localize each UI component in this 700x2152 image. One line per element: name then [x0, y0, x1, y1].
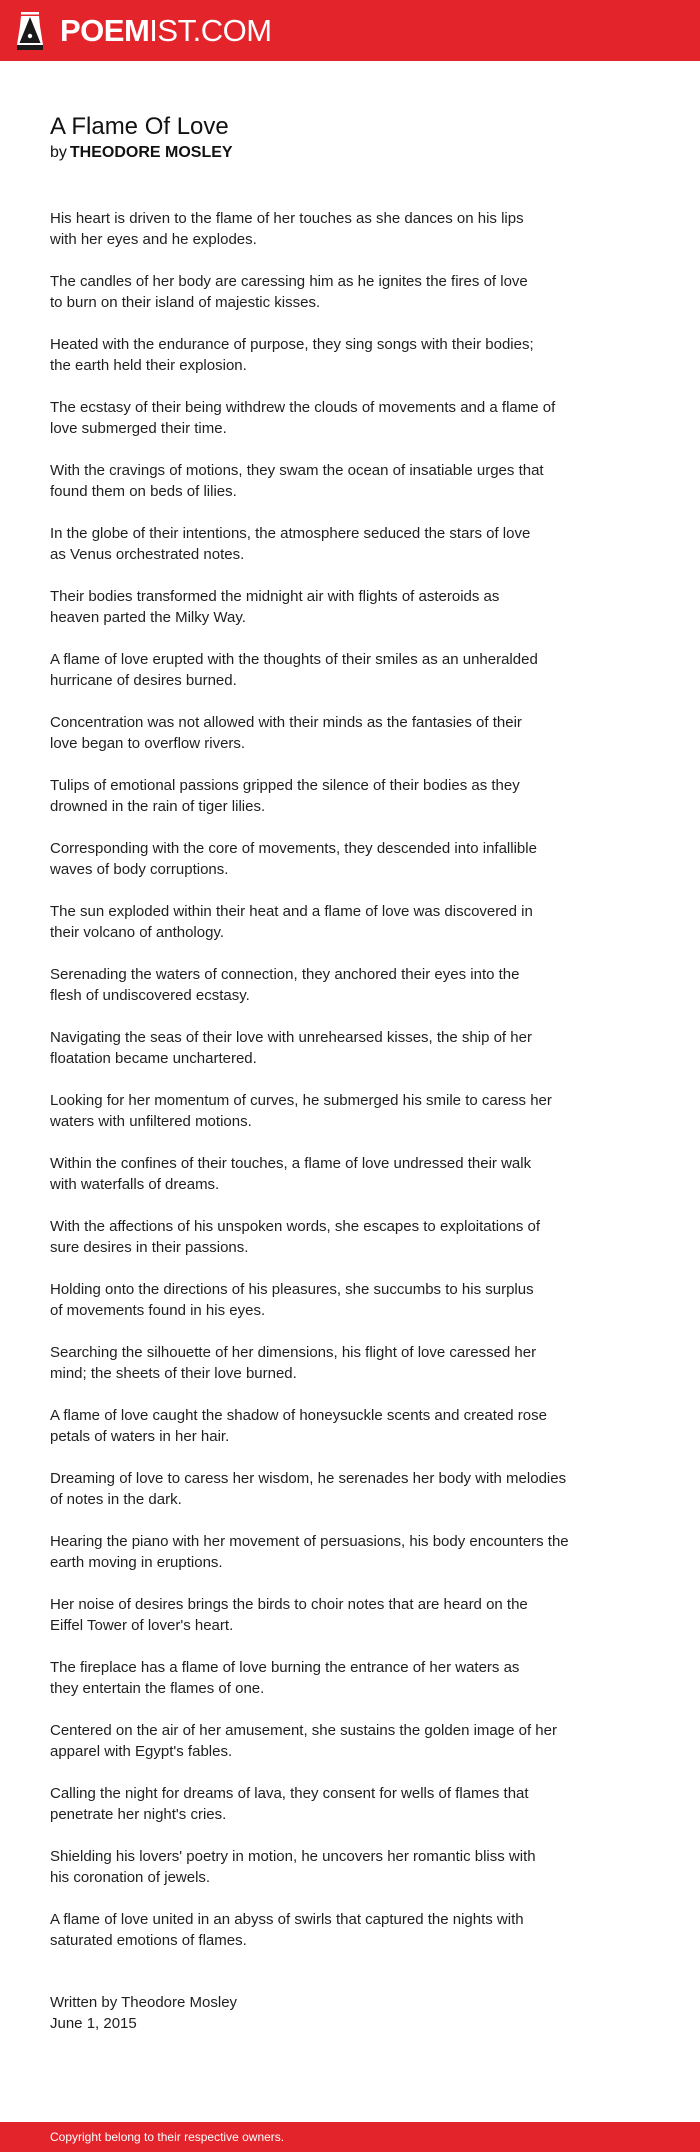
- site-logo[interactable]: [17, 12, 272, 50]
- poem-line: Her noise of desires brings the birds to choir notes that are heard on the: [50, 1596, 528, 1613]
- poem-line: Shielding his lovers' poetry in motion, he uncovers her romantic bliss with: [50, 1848, 536, 1865]
- poem-line: petals of waters in her hair.: [50, 1428, 230, 1445]
- site-footer: [0, 2122, 700, 2152]
- poem-stanza: [50, 1909, 650, 1951]
- poem-stanza: [50, 964, 650, 1006]
- poem-line: In the globe of their intentions, the atmosphere seduced the stars of love: [50, 525, 531, 542]
- poem-stanza: [50, 397, 650, 439]
- poem-line: they entertain the flames of one.: [50, 1680, 265, 1697]
- poem-line: to burn on their island of majestic kisses.: [50, 294, 321, 311]
- poem-line: Dreaming of love to caress her wisdom, he serenades her body with melodies: [50, 1470, 567, 1487]
- poem-stanza: [50, 334, 650, 376]
- poem-line: Corresponding with the core of movements, they descended into infallible: [50, 840, 537, 857]
- poem-content: [50, 112, 650, 2034]
- poem-line: of movements found in his eyes.: [50, 1302, 266, 1319]
- poem-line: waters with unfiltered motions.: [50, 1113, 252, 1130]
- poem-line: heaven parted the Milky Way.: [50, 609, 246, 626]
- poem-line: apparel with Egypt's fables.: [50, 1743, 233, 1760]
- poem-line: flesh of undiscovered ecstasy.: [50, 987, 250, 1004]
- poem-stanza: [50, 838, 650, 880]
- poem-stanza: [50, 775, 650, 817]
- poem-line: The sun exploded within their heat and a flame of love was discovered in: [50, 903, 533, 920]
- poem-stanza: [50, 1027, 650, 1069]
- poem-stanza: [50, 1531, 650, 1573]
- poem-line: Hearing the piano with her movement of persuasions, his body encounters the: [50, 1533, 569, 1550]
- poem-title: A Flame Of Love: [50, 113, 229, 140]
- poem-line: his coronation of jewels.: [50, 1869, 211, 1886]
- poem-line: penetrate her night's cries.: [50, 1806, 227, 1823]
- publish-date: June 1, 2015: [50, 2015, 137, 2032]
- poem-line: Looking for her momentum of curves, he submerged his smile to caress her: [50, 1092, 552, 1109]
- poem-stanza: [50, 208, 650, 250]
- poem-stanza: [50, 1216, 650, 1258]
- poem-line: as Venus orchestrated notes.: [50, 546, 245, 563]
- logo-wordmark-bold: POEM: [60, 13, 150, 48]
- poem-line: Calling the night for dreams of lava, they consent for wells of flames that: [50, 1785, 529, 1802]
- poem-stanza: [50, 1783, 650, 1825]
- poem-line: Concentration was not allowed with their minds as the fantasies of their: [50, 714, 522, 731]
- poem-line: The candles of her body are caressing him as he ignites the fires of love: [50, 273, 528, 290]
- poem-stanza: [50, 1279, 650, 1321]
- poem-line: with waterfalls of dreams.: [50, 1176, 220, 1193]
- poem-line: with her eyes and he explodes.: [50, 231, 257, 248]
- poem-stanza: [50, 1594, 650, 1636]
- byline-prefix: by: [50, 144, 67, 161]
- poem-line: Navigating the seas of their love with unrehearsed kisses, the ship of her: [50, 1029, 532, 1046]
- poem-line: waves of body corruptions.: [50, 861, 229, 878]
- author-link[interactable]: THEODORE MOSLEY: [69, 144, 233, 161]
- poem-line: Their bodies transformed the midnight air with flights of asteroids as: [50, 588, 500, 605]
- poem-stanza: [50, 1846, 650, 1888]
- poem-stanza: [50, 1405, 650, 1447]
- poem-line: Within the confines of their touches, a flame of love undressed their walk: [50, 1155, 532, 1172]
- poem-stanza: [50, 1657, 650, 1699]
- poem-stanza: [50, 1342, 650, 1384]
- poem-line: Searching the silhouette of her dimensions, his flight of love caressed her: [50, 1344, 537, 1361]
- poem-line: A flame of love erupted with the thoughts of their smiles as an unheralded: [50, 651, 538, 668]
- poem-line: The ecstasy of their being withdrew the clouds of movements and a flame of: [50, 399, 556, 416]
- poem-body: [50, 208, 650, 1951]
- poem-stanza: [50, 1153, 650, 1195]
- poem-stanza: [50, 1090, 650, 1132]
- poem-line: floatation became unchartered.: [50, 1050, 257, 1067]
- poem-stanza: [50, 523, 650, 565]
- poem-line: A flame of love caught the shadow of honeysuckle scents and created rose: [50, 1407, 547, 1424]
- poem-line: saturated emotions of flames.: [50, 1932, 247, 1949]
- poem-stanza: [50, 586, 650, 628]
- poem-stanza: [50, 271, 650, 313]
- poem-line: Eiffel Tower of lover's heart.: [50, 1617, 234, 1634]
- poem-line: love began to overflow rivers.: [50, 735, 246, 752]
- copyright-notice: Copyright belong to their respective owners.: [50, 2130, 285, 2144]
- poem-line: mind; the sheets of their love burned.: [50, 1365, 297, 1382]
- poem-stanza: [50, 1468, 650, 1510]
- poem-line: love submerged their time.: [50, 420, 227, 437]
- poem-line: found them on beds of lilies.: [50, 483, 237, 500]
- poem-line: Centered on the air of her amusement, she sustains the golden image of her: [50, 1722, 557, 1739]
- poem-stanza: [50, 1720, 650, 1762]
- site-header: [0, 0, 700, 61]
- poem-line: His heart is driven to the flame of her touches as she dances on his lips: [50, 210, 524, 227]
- poem-stanza: [50, 901, 650, 943]
- poem-line: Serenading the waters of connection, they anchored their eyes into the: [50, 966, 520, 983]
- poem-line: With the cravings of motions, they swam the ocean of insatiable urges that: [50, 462, 544, 479]
- poem-line: Holding onto the directions of his pleasures, she succumbs to his surplus: [50, 1281, 534, 1298]
- logo-wordmark: [60, 12, 272, 50]
- poem-line: of notes in the dark.: [50, 1491, 182, 1508]
- poem-stanza: [50, 649, 650, 691]
- poem-line: drowned in the rain of tiger lilies.: [50, 798, 266, 815]
- poem-line: the earth held their explosion.: [50, 357, 247, 374]
- poem-line: their volcano of anthology.: [50, 924, 225, 941]
- logo-wordmark-light: IST.COM: [149, 13, 272, 48]
- poem-line: With the affections of his unspoken words, she escapes to exploitations of: [50, 1218, 541, 1235]
- poem-line: sure desires in their passions.: [50, 1239, 249, 1256]
- poem-stanza: [50, 460, 650, 502]
- written-by: Written by Theodore Mosley: [50, 1994, 238, 2011]
- poem-stanza: [50, 712, 650, 754]
- poem-credits: [50, 1992, 650, 2034]
- poem-line: The fireplace has a flame of love burning the entrance of her waters as: [50, 1659, 520, 1676]
- poem-line: earth moving in eruptions.: [50, 1554, 223, 1571]
- poem-line: Heated with the endurance of purpose, they sing songs with their bodies;: [50, 336, 534, 353]
- poem-line: A flame of love united in an abyss of swirls that captured the nights with: [50, 1911, 524, 1928]
- poem-byline: [50, 143, 650, 163]
- poem-line: Tulips of emotional passions gripped the silence of their bodies as they: [50, 777, 520, 794]
- poem-line: hurricane of desires burned.: [50, 672, 237, 689]
- pencil-tip-icon: [17, 12, 43, 50]
